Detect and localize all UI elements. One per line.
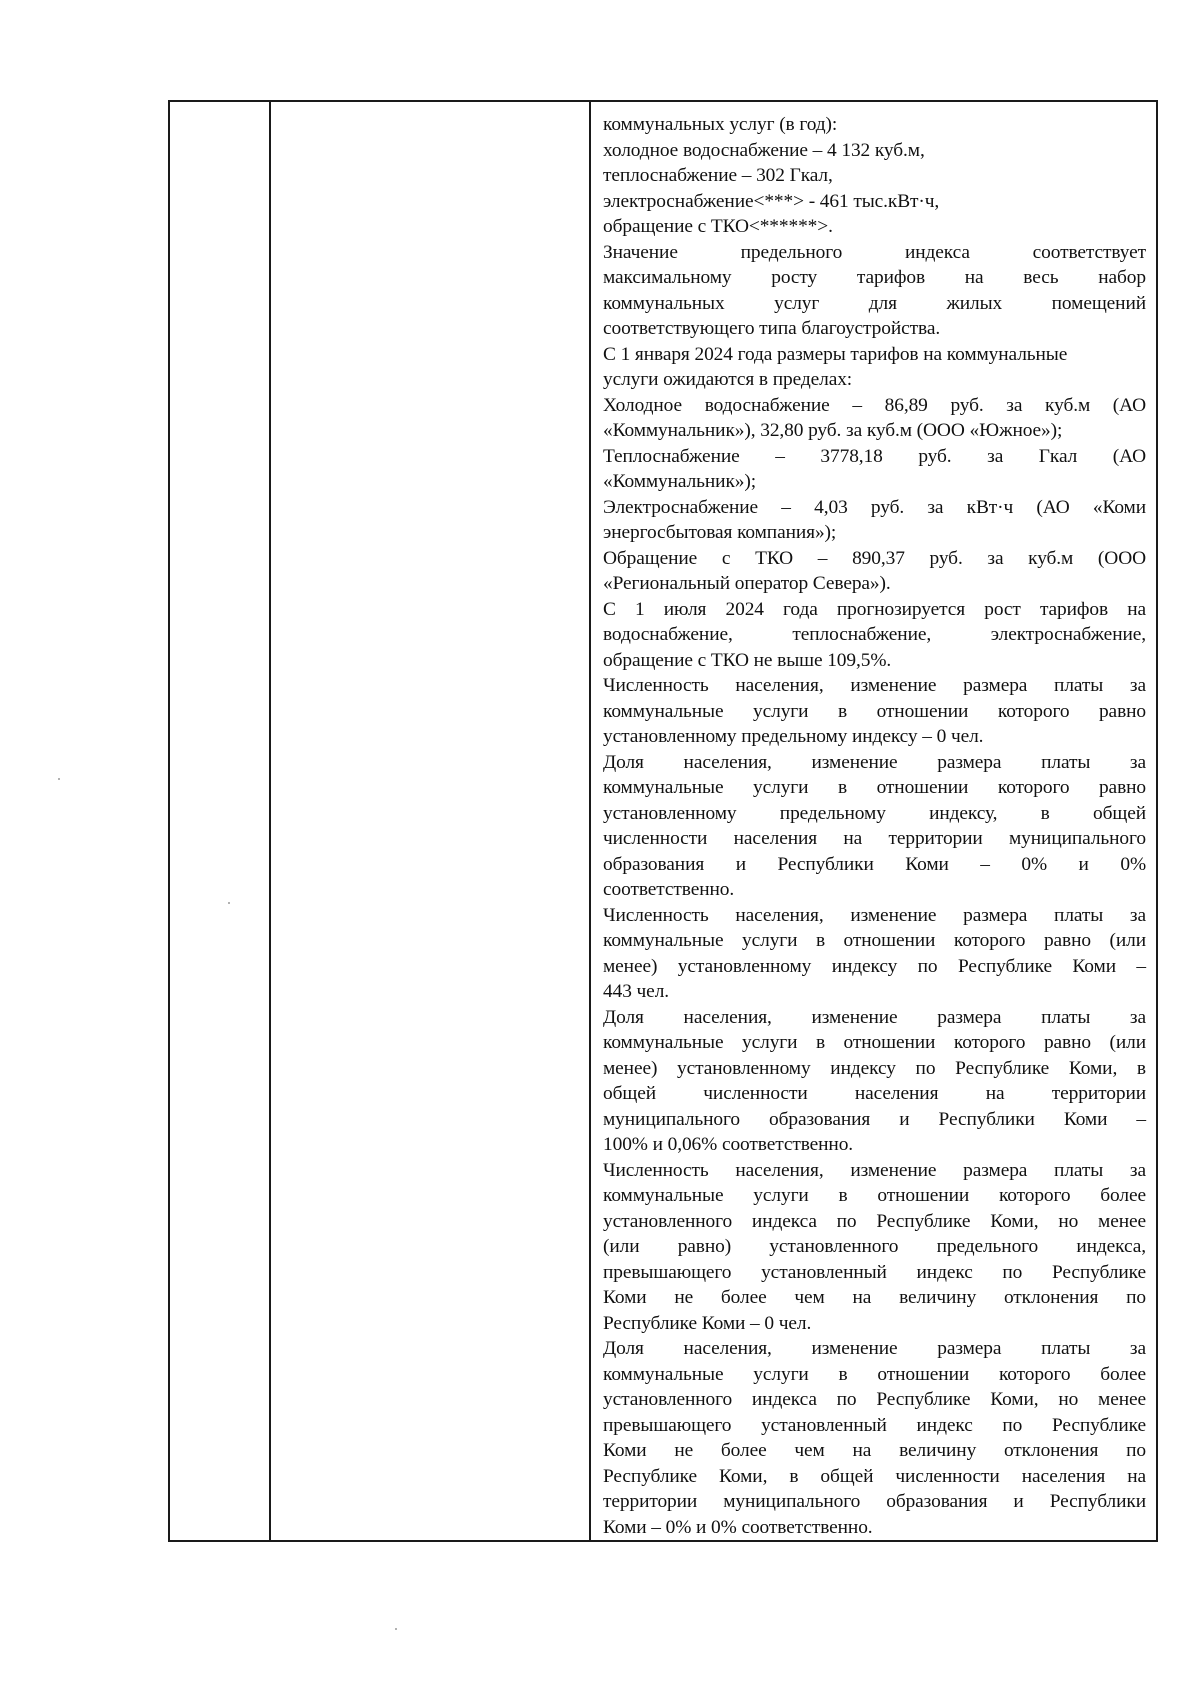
table-cell-description: [590, 101, 1157, 1541]
text-line: коммунальные услуги в отношении которого равно (или: [603, 930, 1146, 951]
text-line: Доля населения, изменение размера платы за: [603, 751, 1146, 773]
text-line: максимальному росту тарифов на весь набор: [603, 267, 1146, 288]
text-line: установленному предельному индексу – 0 чел.: [603, 726, 984, 747]
text-line: образования и Республики Коми – 0% и 0%: [603, 853, 1146, 875]
text-line: менее) установленному индексу по Республике Коми –: [603, 955, 1146, 977]
text-line: Значение предельного индекса соответствует: [603, 241, 1146, 263]
text-line: обращение с ТКО не выше 109,5%.: [603, 649, 892, 671]
text-line: 100% и 0,06% соответственно.: [603, 1134, 854, 1155]
text-line: Численность населения, изменение размера платы за: [603, 1159, 1146, 1181]
text-line: коммунальные услуги в отношении которого более: [603, 1363, 1146, 1385]
scan-artifact: [395, 1628, 397, 1630]
text-line: соответствующего типа благоустройства.: [603, 318, 941, 339]
text-line: Коми не более чем на величину отклонения по: [603, 1440, 1146, 1461]
text-line: установленного индекса по Республике Коми, но менее: [603, 1210, 1146, 1232]
description-text: [591, 102, 1156, 1540]
text-line: менее) установленному индексу по Республике Коми, в: [603, 1057, 1146, 1079]
text-line: Теплоснабжение – 3778,18 руб. за Гкал (АО: [603, 445, 1146, 467]
text-line: Электроснабжение – 4,03 руб. за кВт·ч (АО «Коми: [603, 496, 1146, 518]
table-cell-indicator: [270, 101, 590, 1541]
text-line: Доля населения, изменение размера платы за: [603, 1006, 1146, 1028]
text-line: численности населения на территории муниципального: [603, 828, 1146, 849]
text-line: Республике Коми, в общей численности населения на: [603, 1465, 1146, 1487]
scan-artifact: [228, 902, 230, 904]
text-line: коммунальные услуги в отношении которого равно: [603, 700, 1146, 722]
text-line: Доля населения, изменение размера платы за: [603, 1338, 1146, 1359]
text-line: холодное водоснабжение – 4 132 куб.м,: [603, 139, 925, 161]
text-line: превышающего установленный индекс по Республике: [603, 1261, 1146, 1283]
text-line: коммунальные услуги в отношении которого равно: [603, 777, 1146, 798]
scan-artifact: [58, 778, 60, 780]
text-line: теплоснабжение – 302 Гкал,: [603, 165, 833, 186]
text-line: «Коммунальник»);: [603, 471, 757, 492]
table-cell-number: [169, 101, 270, 1541]
text-line: С 1 января 2024 года размеры тарифов на коммунальные: [603, 343, 1068, 365]
text-line: Холодное водоснабжение – 86,89 руб. за куб.м (АО: [603, 394, 1146, 416]
text-line: коммунальные услуги в отношении которого равно (или: [603, 1032, 1146, 1053]
text-line: 443 чел.: [603, 981, 670, 1002]
table-row: [169, 101, 1157, 1541]
text-line: коммунальных услуг для жилых помещений: [603, 292, 1146, 314]
text-line: превышающего установленный индекс по Республике: [603, 1414, 1146, 1436]
text-line: коммунальных услуг (в год):: [603, 114, 838, 135]
text-line: Численность населения, изменение размера платы за: [603, 904, 1146, 926]
text-line: электроснабжение<***> - 461 тыс.кВт·ч,: [603, 190, 940, 212]
text-line: Численность населения, изменение размера платы за: [603, 675, 1146, 696]
text-line: соответственно.: [603, 879, 735, 900]
text-line: С 1 июля 2024 года прогнозируется рост тарифов на: [603, 598, 1146, 620]
text-line: территории муниципального образования и Республики: [603, 1491, 1146, 1512]
text-line: энергосбытовая компания»);: [603, 522, 837, 543]
text-line: установленного индекса по Республике Коми, но менее: [603, 1389, 1146, 1410]
text-line: муниципального образования и Республики Коми –: [603, 1108, 1146, 1130]
text-line: установленному предельному индексу, в общей: [603, 802, 1146, 824]
text-line: «Региональный оператор Севера»).: [603, 573, 891, 594]
text-line: обращение с ТКО<******>.: [603, 216, 833, 237]
text-line: Обращение с ТКО – 890,37 руб. за куб.м (ООО: [603, 547, 1146, 569]
text-line: (или равно) установленного предельного индекса,: [603, 1236, 1146, 1257]
text-line: общей численности населения на территории: [603, 1083, 1146, 1104]
text-line: Республике Коми – 0 чел.: [603, 1312, 812, 1334]
text-line: Коми – 0% и 0% соответственно.: [603, 1516, 873, 1538]
document-table: [168, 100, 1158, 1542]
text-line: Коми не более чем на величину отклонения по: [603, 1287, 1146, 1308]
text-line: услуги ожидаются в пределах:: [603, 369, 853, 390]
text-line: «Коммунальник»), 32,80 руб. за куб.м (ООО «Южное»);: [603, 420, 1063, 441]
text-line: водоснабжение, теплоснабжение, электроснабжение,: [603, 624, 1146, 645]
text-line: коммунальные услуги в отношении которого более: [603, 1185, 1146, 1206]
